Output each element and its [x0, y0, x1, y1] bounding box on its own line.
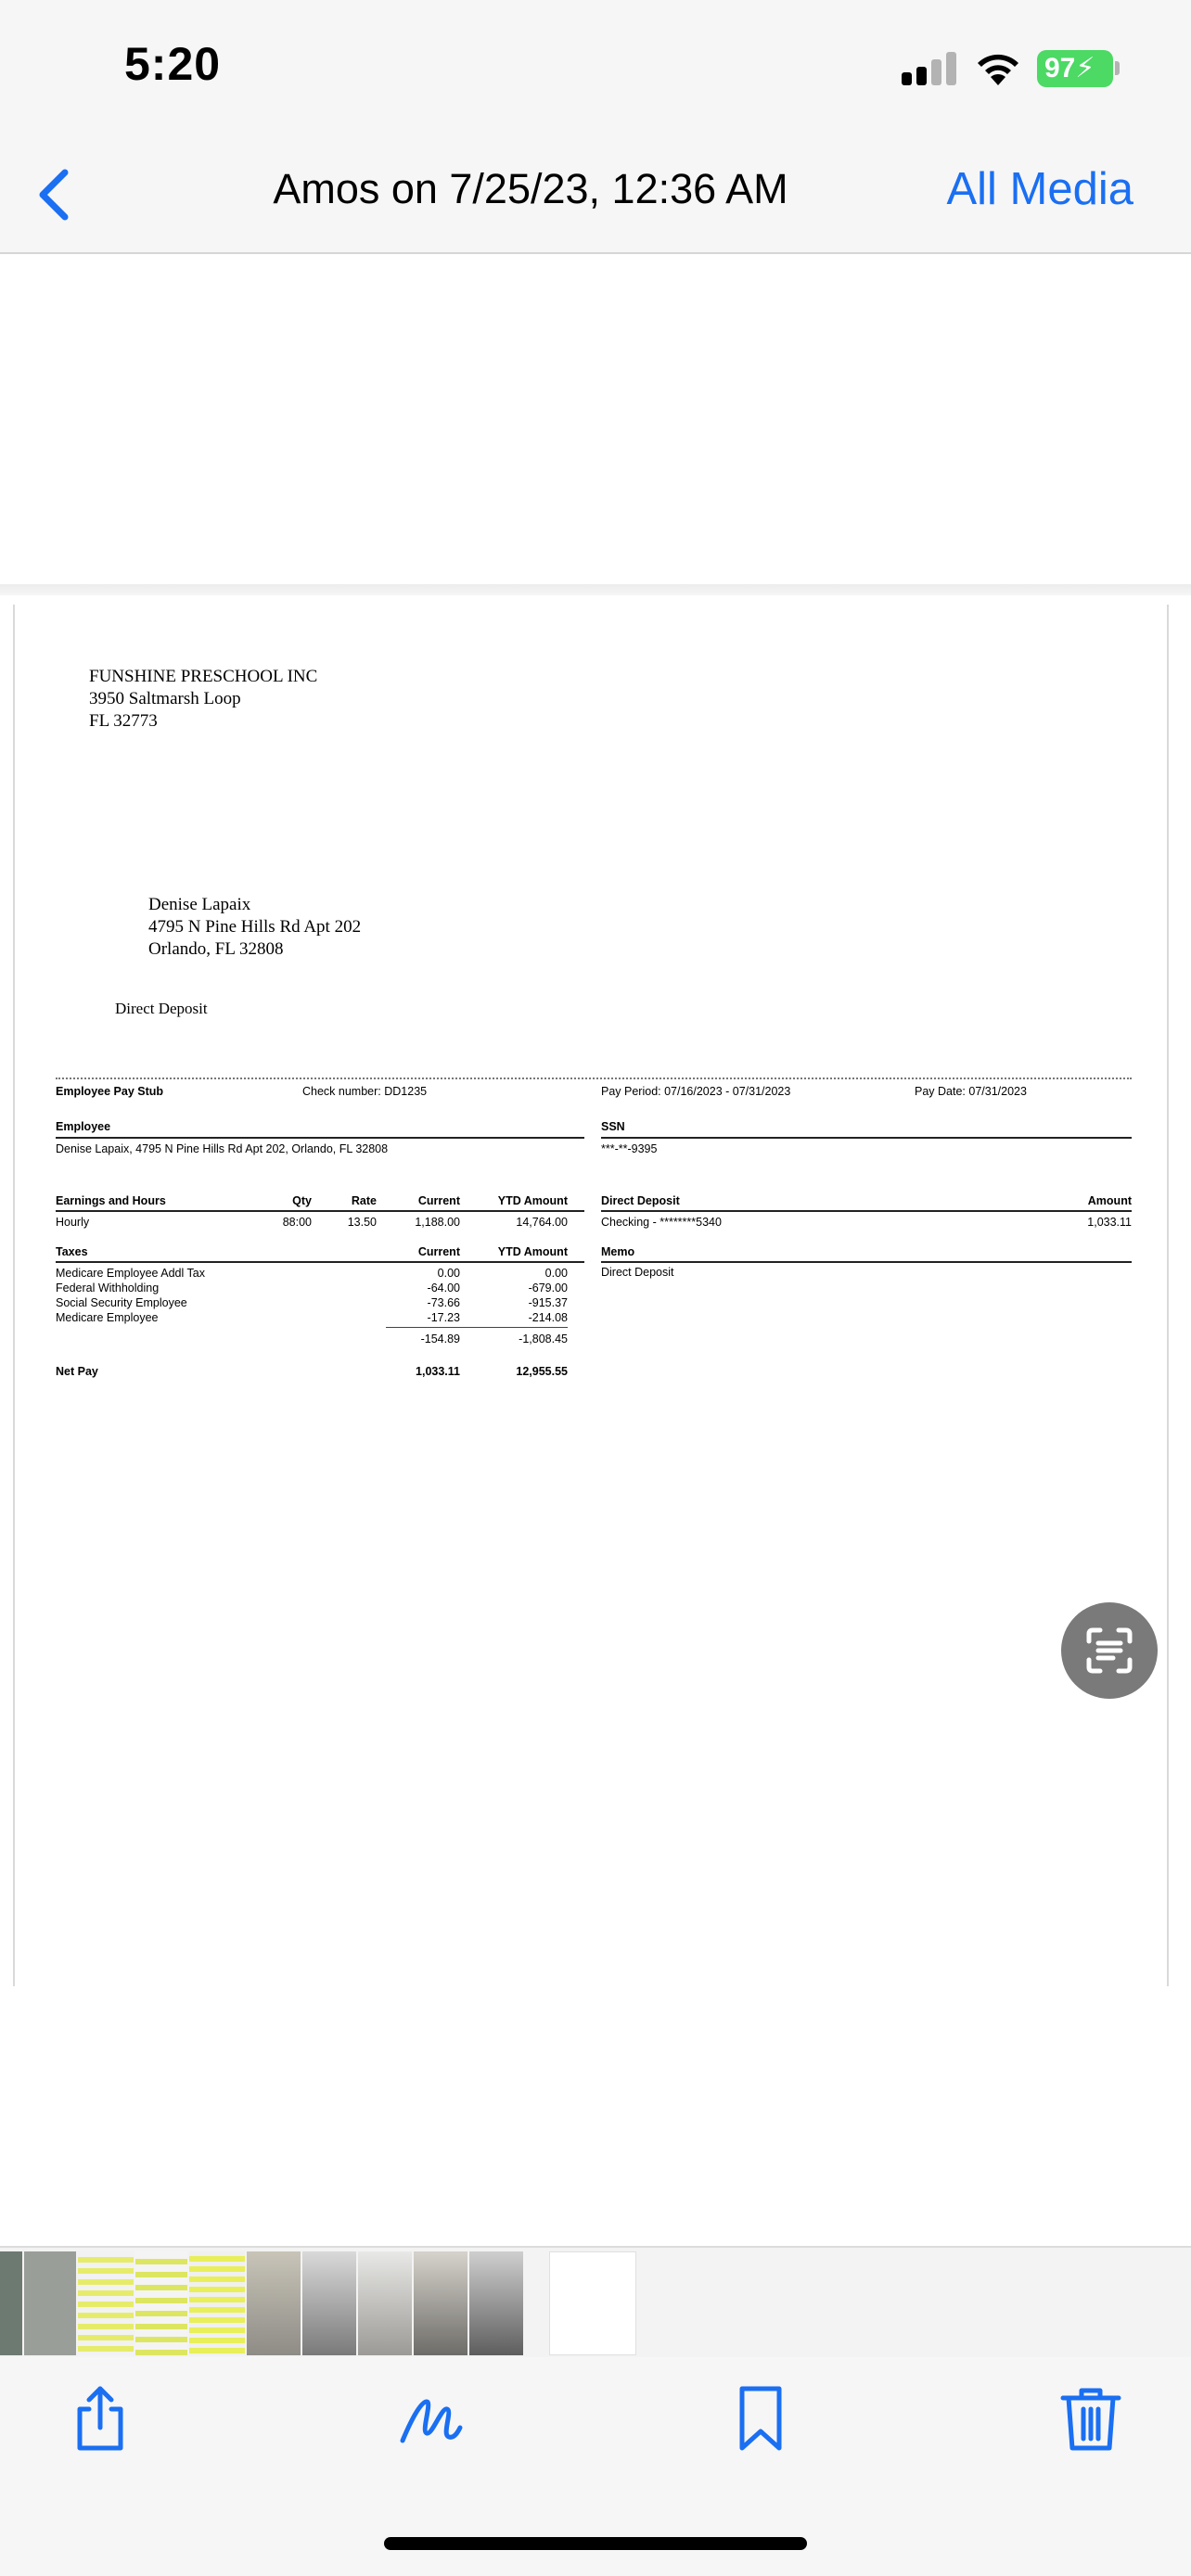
- current-header: Current: [417, 1194, 460, 1207]
- tax-row-ytd: -679.00: [528, 1282, 568, 1294]
- battery-charging-icon: [1037, 50, 1113, 87]
- status-time: 5:20: [124, 38, 222, 90]
- taxes-rule: [56, 1261, 584, 1263]
- thumbnail[interactable]: [189, 2251, 245, 2355]
- earnings-row-current: 1,188.00: [415, 1216, 460, 1229]
- company-street: 3950 Saltmarsh Loop: [89, 689, 241, 708]
- nav-title: Amos on 7/25/23, 12:36 AM: [273, 165, 788, 212]
- delivery-method: Direct Deposit: [115, 1000, 208, 1017]
- employee-label: Employee: [56, 1120, 111, 1133]
- charging-bolt-icon: ⚡: [1075, 53, 1095, 83]
- check-number: Check number: DD1235: [302, 1085, 428, 1098]
- taxes-total-rule: [386, 1327, 568, 1328]
- tax-row-current: -17.23: [427, 1311, 460, 1324]
- ssn-value: ***-**-9395: [601, 1142, 658, 1155]
- chevron-left-icon[interactable]: [28, 158, 83, 232]
- employee-value: Denise Lapaix, 4795 N Pine Hills Rd Apt 202, Orlando, FL 32808: [56, 1142, 389, 1155]
- live-text-button[interactable]: [1061, 1602, 1158, 1699]
- thumbnail[interactable]: [0, 2251, 22, 2355]
- tax-row-current: -73.66: [427, 1296, 460, 1309]
- ssn-label: SSN: [601, 1120, 625, 1133]
- net-pay-current: 1,033.11: [416, 1365, 460, 1378]
- taxes-ytd-header: YTD Amount: [497, 1245, 568, 1258]
- deposit-amount: 1,033.11: [1087, 1216, 1132, 1229]
- net-pay-label: Net Pay: [56, 1365, 98, 1378]
- pay-stub-page: [13, 605, 1169, 1986]
- all-media-button[interactable]: All Media: [946, 164, 1133, 214]
- taxes-header: Taxes: [56, 1245, 88, 1258]
- taxes-total-current: -154.89: [420, 1333, 460, 1345]
- thumbnail[interactable]: [414, 2251, 467, 2355]
- company-cityline: FL 32773: [89, 711, 158, 731]
- share-icon[interactable]: [63, 2381, 137, 2455]
- memo-value: Direct Deposit: [601, 1266, 674, 1279]
- stub-title: Employee Pay Stub: [56, 1085, 164, 1098]
- ytd-header: YTD Amount: [497, 1194, 568, 1207]
- signal-icon: [902, 52, 957, 85]
- perforation-line: [56, 1078, 1132, 1079]
- earnings-header: Earnings and Hours: [56, 1194, 166, 1207]
- thumbnail-strip[interactable]: [0, 2246, 1191, 2357]
- thumbnail-selected[interactable]: [549, 2251, 636, 2355]
- company-name: FUNSHINE PRESCHOOL INC: [89, 667, 318, 686]
- nav-bar: [0, 139, 1191, 254]
- markup-icon[interactable]: [393, 2381, 467, 2455]
- direct-deposit-rule: [601, 1210, 1132, 1212]
- tax-row-name: Federal Withholding: [56, 1282, 160, 1294]
- thumbnail[interactable]: [78, 2251, 134, 2355]
- amount-header: Amount: [1087, 1194, 1132, 1207]
- pay-period: Pay Period: 07/16/2023 - 07/31/2023: [601, 1085, 791, 1098]
- earnings-row-name: Hourly: [56, 1216, 90, 1229]
- status-bar: [0, 0, 1191, 139]
- earnings-row-ytd: 14,764.00: [516, 1216, 568, 1229]
- thumbnail[interactable]: [469, 2251, 523, 2355]
- pay-date: Pay Date: 07/31/2023: [915, 1085, 1027, 1098]
- thumbnail[interactable]: [24, 2251, 76, 2355]
- taxes-total-ytd: -1,808.45: [519, 1333, 568, 1345]
- tax-row-current: 0.00: [437, 1267, 460, 1280]
- tax-row-current: -64.00: [427, 1282, 460, 1294]
- tax-row-ytd: -915.37: [528, 1296, 568, 1309]
- tax-row-name: Medicare Employee: [56, 1311, 159, 1324]
- tax-row-ytd: 0.00: [544, 1267, 568, 1280]
- memo-label: Memo: [601, 1245, 635, 1258]
- tax-row-ytd: -214.08: [528, 1311, 568, 1324]
- ssn-rule: [601, 1137, 1132, 1139]
- battery-level: 97: [1044, 53, 1076, 83]
- earnings-row-rate: 13.50: [347, 1216, 377, 1229]
- thumbnail[interactable]: [247, 2251, 301, 2355]
- earnings-rule: [56, 1210, 584, 1212]
- recipient-address: [148, 894, 361, 961]
- recipient-cityline: Orlando, FL 32808: [148, 939, 284, 959]
- deposit-account: Checking - ********5340: [601, 1216, 722, 1229]
- wifi-icon: [972, 48, 1024, 87]
- rate-header: Rate: [351, 1194, 377, 1207]
- earnings-row-qty: 88:00: [282, 1216, 312, 1229]
- net-pay-ytd: 12,955.55: [516, 1365, 568, 1378]
- recipient-name: Denise Lapaix: [148, 895, 251, 914]
- home-indicator[interactable]: [384, 2537, 807, 2550]
- trash-icon[interactable]: [1054, 2381, 1128, 2455]
- tax-row-name: Social Security Employee: [56, 1296, 187, 1309]
- bookmark-icon[interactable]: [724, 2381, 798, 2455]
- qty-header: Qty: [292, 1194, 312, 1207]
- tax-row-name: Medicare Employee Addl Tax: [56, 1267, 205, 1280]
- taxes-current-header: Current: [417, 1245, 460, 1258]
- live-text-icon: [1061, 1602, 1158, 1699]
- thumbnail[interactable]: [358, 2251, 412, 2355]
- thumbnail[interactable]: [302, 2251, 356, 2355]
- direct-deposit-label: Direct Deposit: [601, 1194, 680, 1207]
- employee-rule: [56, 1137, 584, 1139]
- thumbnail[interactable]: [135, 2251, 187, 2355]
- battery-cap: [1115, 61, 1120, 75]
- page-shadow: [0, 584, 1191, 595]
- recipient-street: 4795 N Pine Hills Rd Apt 202: [148, 917, 362, 937]
- memo-rule: [601, 1261, 1132, 1263]
- company-address: [89, 666, 317, 733]
